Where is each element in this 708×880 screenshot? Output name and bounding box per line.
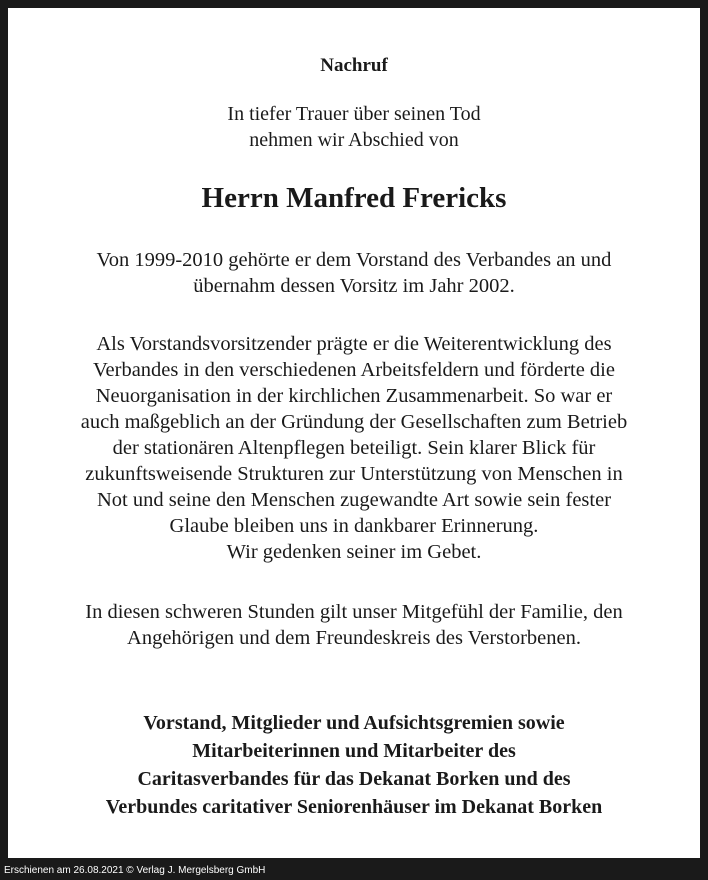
publication-footer: Erschienen am 26.08.2021 © Verlag J. Mergelsberg GmbH bbox=[4, 865, 266, 876]
intro-text bbox=[8, 101, 700, 153]
signature-line: Vorstand, Mitglieder und Aufsichtsgremien sowie bbox=[143, 712, 565, 734]
intro-line: In tiefer Trauer über seinen Tod bbox=[227, 103, 481, 125]
paragraph-line: Von 1999-2010 gehörte er dem Vorstand des Verbandes an und bbox=[96, 249, 612, 271]
paragraph-line: zukunftsweisende Strukturen zur Unterstützung von Menschen in bbox=[85, 463, 623, 485]
obituary-notice bbox=[8, 8, 700, 858]
paragraph-line: Als Vorstandsvorsitzender prägte er die Weiterentwicklung des bbox=[96, 333, 612, 355]
paragraph-line: auch maßgeblich an der Gründung der Gesellschaften zum Betrieb bbox=[80, 411, 628, 433]
deceased-name: Herrn Manfred Frericks bbox=[201, 182, 507, 214]
paragraph-line: Verbandes in den verschiedenen Arbeitsfeldern und förderte die bbox=[93, 359, 615, 381]
paragraph-line: Angehörigen und dem Freundeskreis des Verstorbenen. bbox=[127, 627, 581, 649]
intro-line: nehmen wir Abschied von bbox=[249, 129, 459, 151]
paragraph-tenure bbox=[20, 247, 688, 299]
paragraph-line: Neuorganisation in der kirchlichen Zusammenarbeit. So war er bbox=[95, 385, 613, 407]
paragraph-tribute bbox=[20, 331, 688, 565]
paragraph-line: Glaube bleiben uns in dankbarer Erinnerung. bbox=[169, 515, 539, 537]
paragraph-line: Wir gedenken seiner im Gebet. bbox=[226, 541, 482, 563]
paragraph-line: der stationären Altenpflegen beteiligt. Sein klarer Blick für bbox=[112, 437, 596, 459]
paragraph-condolence bbox=[20, 599, 688, 651]
notice-heading: Nachruf bbox=[320, 55, 388, 76]
signature-line: Caritasverbandes für das Dekanat Borken und des bbox=[137, 768, 571, 790]
signature-line: Mitarbeiterinnen und Mitarbeiter des bbox=[192, 740, 516, 762]
signature-line: Verbundes caritativer Seniorenhäuser im Dekanat Borken bbox=[105, 796, 603, 818]
signature-block bbox=[8, 709, 700, 821]
paragraph-line: übernahm dessen Vorsitz im Jahr 2002. bbox=[193, 275, 515, 297]
paragraph-line: Not und seine den Menschen zugewandte Art sowie sein fester bbox=[96, 489, 612, 511]
paragraph-line: In diesen schweren Stunden gilt unser Mitgefühl der Familie, den bbox=[85, 601, 623, 623]
